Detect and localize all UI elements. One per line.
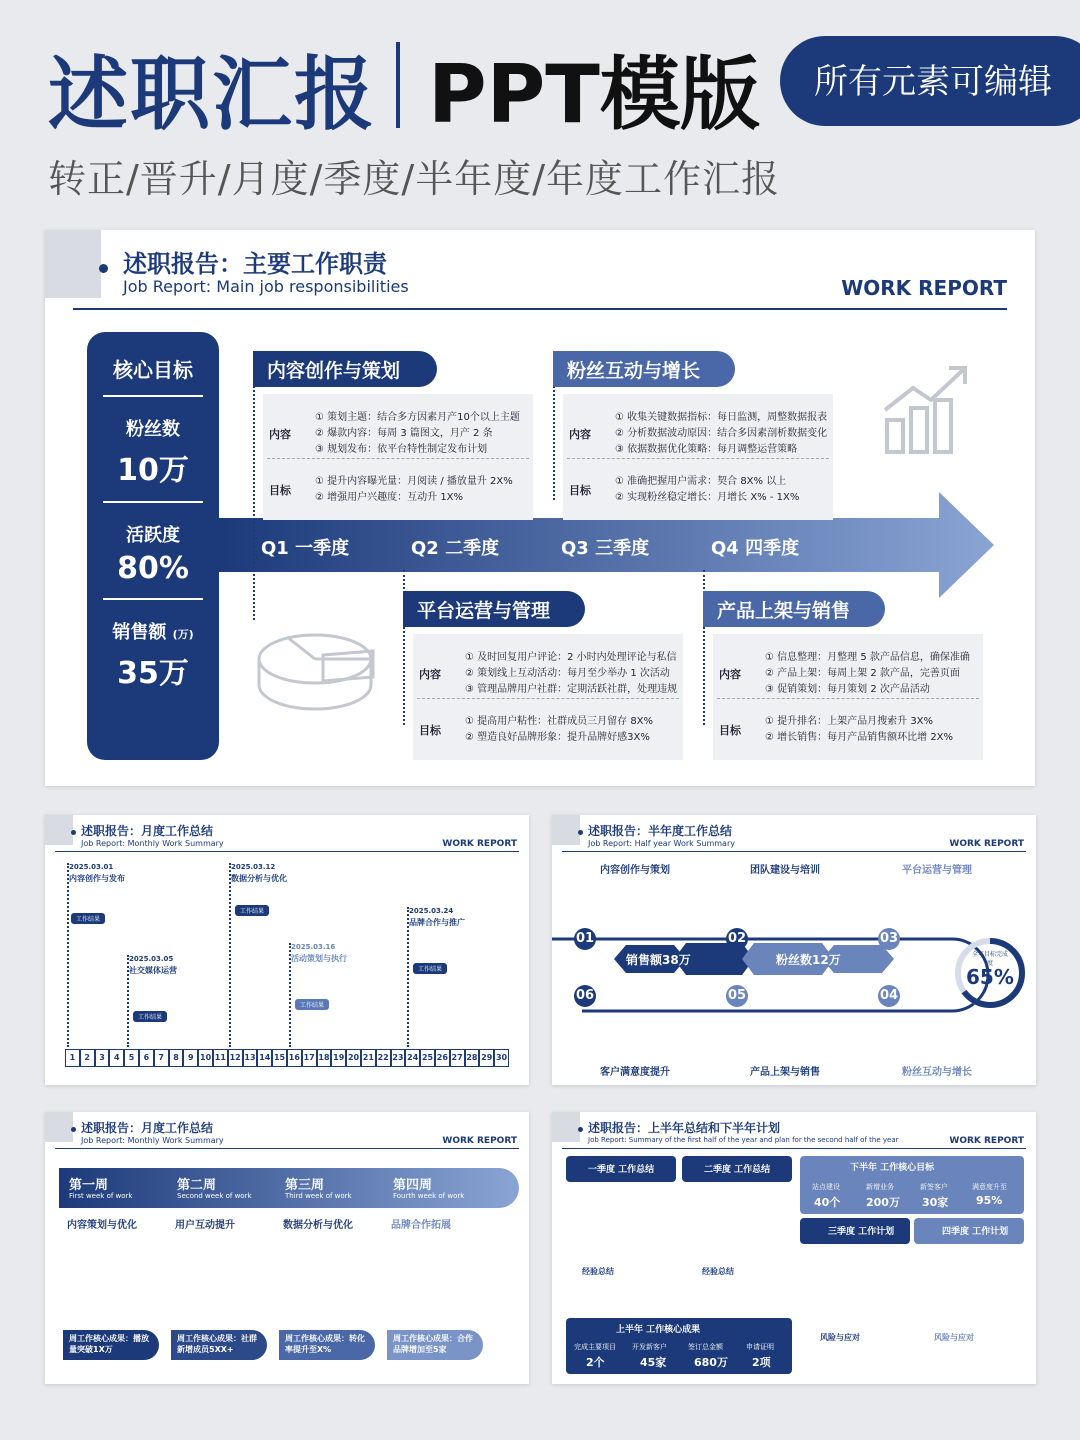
day-cell: 15 — [272, 1049, 287, 1067]
slide-title: 述职报告：月度工作总结 — [81, 1121, 214, 1135]
goal-label: 粉丝数 — [126, 419, 180, 440]
h2-goal-label: 满意度升至 — [972, 1183, 1007, 1191]
q4-header — [914, 1218, 1024, 1244]
title-dot — [71, 1127, 76, 1132]
ring-value: 65% — [966, 965, 1014, 989]
title-rule — [55, 1148, 519, 1149]
title-dot — [99, 264, 108, 273]
section-card — [263, 394, 533, 520]
slide-weekly-summary[interactable] — [45, 1112, 529, 1384]
result-chip: 工作结果 — [295, 999, 329, 1010]
day-cell: 24 — [405, 1049, 420, 1067]
week-result: 周工作核心成果：播放量突破1X万 — [63, 1330, 159, 1360]
content-line: ③ 规划发布：依平台特性制定发布计划 — [315, 444, 488, 455]
step-number: 02 — [726, 928, 748, 950]
q3-header — [800, 1218, 910, 1244]
card-divider — [267, 458, 529, 459]
goal-line: ① 提高用户粘性：社群成员三月留存 8X% — [465, 716, 654, 727]
result-chip: 工作结果 — [235, 905, 269, 916]
week-result: 周工作核心成果：合作品牌增加至5家 — [387, 1330, 483, 1360]
slide-subtitle: Job Report: Half year Work Summary — [588, 839, 735, 848]
day-cell: 7 — [154, 1049, 169, 1067]
day-cell: 10 — [198, 1049, 213, 1067]
q4-title: 四季度 工作计划 — [942, 1227, 1009, 1237]
event-title: 社交媒体运营 — [129, 966, 177, 975]
quarter-label: Q3 三季度 — [561, 538, 650, 559]
week-topic: 品牌合作拓展 — [391, 1220, 451, 1231]
h1-result-label: 开发新客户 — [632, 1343, 667, 1351]
slide-title: 述职报告：主要工作职责 — [123, 250, 387, 278]
day-cell: 30 — [494, 1049, 509, 1067]
core-divider — [103, 501, 203, 503]
section-card — [413, 634, 683, 760]
timeline-connector — [229, 863, 231, 1047]
core-divider — [103, 395, 203, 397]
goal-line: ② 增长销售：每月产品销售额环比增 2X% — [765, 732, 954, 743]
h2-goal-title: 下半年 工作核心目标 — [850, 1163, 935, 1173]
week-topic: 数据分析与优化 — [283, 1220, 353, 1231]
goal-line: ① 提升排名：上架产品月搜索升 3X% — [765, 716, 934, 727]
day-cell: 21 — [361, 1049, 376, 1067]
day-ruler — [65, 1049, 509, 1067]
h2-goal-value: 40个 — [814, 1196, 841, 1209]
h1-result-label: 签订总金额 — [688, 1343, 723, 1351]
week-result: 周工作核心成果：转化率提升至X% — [279, 1330, 375, 1360]
content-line: ② 策划线上互动活动：每月至少举办 1 次活动 — [465, 668, 670, 679]
event-date: 2025.03.16 — [291, 943, 336, 951]
h2-goal-value: 200万 — [866, 1196, 900, 1209]
slide-subtitle: Job Report: Monthly Work Summary — [81, 1136, 224, 1145]
kpi-fans: 粉丝数12万 — [776, 953, 841, 967]
content-line: ③ 依据数据优化策略：每月调整运营策略 — [615, 444, 798, 455]
step-number: 03 — [878, 928, 900, 950]
goal-key: 目标 — [569, 484, 591, 497]
event-date: 2025.03.01 — [69, 863, 114, 871]
h1-result-box — [566, 1318, 792, 1374]
title-accent-bar — [552, 1112, 580, 1142]
quarter-label: Q4 四季度 — [711, 538, 800, 559]
day-cell: 26 — [435, 1049, 450, 1067]
result-chip: 工作结果 — [71, 913, 105, 924]
banner-subtitle: 转正/晋升/月度/季度/半年度/年度工作汇报 — [48, 157, 781, 201]
work-report-label: WORK REPORT — [949, 1136, 1024, 1146]
day-cell: 25 — [420, 1049, 435, 1067]
section-card — [563, 394, 833, 520]
event-title: 品牌合作与推广 — [409, 918, 465, 927]
ring-label: 全年目标完成度 — [972, 951, 1009, 967]
day-cell: 13 — [243, 1049, 258, 1067]
event-date: 2025.03.05 — [129, 955, 174, 963]
experience-label: 经验总结 — [582, 1267, 614, 1276]
week-en: Third week of work — [285, 1192, 352, 1200]
work-report-label: WORK REPORT — [949, 839, 1024, 849]
goal-line: ② 实现粉丝稳定增长：月增长 X% - 1X% — [615, 492, 800, 503]
card-divider — [567, 458, 829, 459]
title-rule — [55, 851, 519, 852]
title-rule — [562, 1148, 1026, 1149]
week-label: 第一周 — [69, 1178, 109, 1193]
step-number: 01 — [574, 928, 596, 950]
event-title: 内容创作与发布 — [69, 874, 125, 883]
goal-value: 80% — [117, 551, 189, 586]
h2-goal-box — [800, 1156, 1024, 1214]
day-cell: 12 — [228, 1049, 243, 1067]
kpi-done-label: 完成度 — [624, 978, 645, 986]
goal-value: 10万 — [117, 453, 189, 488]
goal-line: ② 增强用户兴趣度：互动升 1X% — [315, 492, 464, 503]
result-chip: 工作结果 — [413, 963, 447, 974]
week-topic: 用户互动提升 — [175, 1220, 235, 1231]
goal-value: 35万 — [117, 656, 189, 691]
slide-monthly-summary[interactable] — [45, 815, 529, 1085]
content-key: 内容 — [569, 428, 591, 441]
kpi-done-value: 57% — [692, 977, 708, 985]
timeline-connector — [289, 943, 291, 1047]
day-cell: 16 — [287, 1049, 302, 1067]
core-goals-panel — [87, 332, 219, 760]
h1-result-value: 2个 — [586, 1356, 605, 1369]
day-cell: 29 — [479, 1049, 494, 1067]
quarter-label: Q1 一季度 — [261, 538, 350, 559]
content-line: ② 产品上架：每周上架 2 款产品，完善页面 — [765, 668, 960, 679]
event-date: 2025.03.24 — [409, 907, 454, 915]
h1-result-value: 2项 — [752, 1356, 771, 1369]
week-label: 第四周 — [393, 1178, 433, 1193]
section-card — [713, 634, 983, 760]
slide-half-year-plan[interactable] — [552, 1112, 1036, 1384]
pie-chart-icon — [253, 625, 388, 715]
title-dot — [71, 830, 76, 835]
card-divider — [417, 698, 679, 699]
day-cell: 20 — [346, 1049, 361, 1067]
kpi-sales: 销售额38万 — [626, 953, 691, 967]
topic-title: 客户满意度提升 — [600, 1067, 670, 1078]
topic-title: 粉丝互动与增长 — [902, 1067, 972, 1078]
slide-title: 述职报告：上半年总结和下半年计划 — [588, 1121, 781, 1135]
week-en: Fourth week of work — [393, 1192, 465, 1200]
day-cell: 14 — [257, 1049, 272, 1067]
section-tab: 产品上架与销售 — [703, 591, 885, 627]
kpi-done-label: 完成度 — [776, 978, 797, 986]
editable-badge: 所有元素可编辑 — [780, 36, 1080, 126]
content-line: ② 分析数据波动原因：结合多因素剖析数据变化 — [615, 428, 828, 439]
week-topic: 内容策划与优化 — [67, 1220, 137, 1231]
week-label: 第三周 — [285, 1178, 325, 1193]
core-divider — [103, 598, 203, 600]
h1-result-value: 680万 — [694, 1356, 728, 1369]
content-line: ① 信息整理：月整理 5 款产品信息，确保准确 — [765, 652, 970, 663]
content-line: ① 及时回复用户评论：2 小时内处理评论与私信 — [465, 652, 677, 663]
h1-result-label: 申请证明 — [746, 1343, 774, 1351]
h2-goal-label: 新签客户 — [920, 1183, 948, 1191]
result-chip: 工作结果 — [133, 1011, 167, 1022]
q1-header — [566, 1156, 676, 1182]
work-report-label: WORK REPORT — [442, 1136, 517, 1146]
timeline-connector — [407, 907, 409, 1047]
timeline-connector — [67, 863, 69, 1047]
day-cell: 9 — [183, 1049, 198, 1067]
work-report-label: WORK REPORT — [841, 276, 1007, 300]
h2-goal-label: 新增业务 — [866, 1183, 894, 1191]
h2-goal-value: 30家 — [922, 1196, 949, 1209]
banner-title-right: PPT模版 — [428, 48, 760, 141]
topic-title: 产品上架与销售 — [750, 1067, 820, 1078]
week-en: Second week of work — [177, 1192, 252, 1200]
day-cell: 22 — [376, 1049, 391, 1067]
goal-key: 目标 — [719, 724, 741, 737]
title-accent-bar — [552, 815, 580, 845]
h1-result-value: 45家 — [640, 1356, 667, 1369]
section-tab: 平台运营与管理 — [403, 591, 585, 627]
content-line: ① 策划主题：结合多方因素月产10个以上主题 — [315, 412, 520, 423]
quarter-label: Q2 二季度 — [411, 538, 500, 559]
slide-title: 述职报告：月度工作总结 — [81, 824, 214, 838]
day-cell: 27 — [450, 1049, 465, 1067]
goal-line: ① 提升内容曝光量：月阅读 / 播放量升 2X% — [315, 476, 513, 487]
goal-label: 活跃度 — [126, 525, 180, 546]
topic-title: 平台运营与管理 — [902, 865, 972, 876]
title-rule — [562, 851, 1026, 852]
week-result: 周工作核心成果：社群新增成员5XX+ — [171, 1330, 267, 1360]
day-cell: 17 — [302, 1049, 317, 1067]
h2-goal-value: 95% — [976, 1194, 1003, 1207]
day-cell: 8 — [169, 1049, 184, 1067]
section-tab: 内容创作与策划 — [253, 351, 437, 387]
day-cell: 28 — [465, 1049, 480, 1067]
work-report-label: WORK REPORT — [442, 839, 517, 849]
title-accent-bar — [45, 815, 73, 845]
slide-half-year-summary[interactable] — [552, 815, 1036, 1085]
title-rule — [73, 308, 1007, 310]
content-key: 内容 — [269, 428, 291, 441]
goal-line: ① 准确把握用户需求：契合 8X% 以上 — [615, 476, 787, 487]
day-cell: 3 — [95, 1049, 110, 1067]
day-cell: 11 — [213, 1049, 228, 1067]
content-line: ① 收集关键数据指标：每日监测，周整数据报表 — [615, 412, 828, 423]
section-tab: 粉丝互动与增长 — [553, 351, 735, 387]
content-line: ③ 促销策划：每月策划 2 次产品活动 — [765, 684, 930, 695]
goal-line: ② 塑造良好品牌形象：提升品牌好感3X% — [465, 732, 650, 743]
event-title: 数据分析与优化 — [231, 874, 287, 883]
day-cell: 19 — [331, 1049, 346, 1067]
event-title: 活动策划与执行 — [291, 954, 347, 963]
experience-label: 经验总结 — [702, 1267, 734, 1276]
week-label: 第二周 — [177, 1178, 217, 1193]
event-date: 2025.03.12 — [231, 863, 276, 871]
goal-label: 销售额 (万) — [112, 622, 194, 643]
day-cell: 2 — [80, 1049, 95, 1067]
step-number: 05 — [726, 985, 748, 1007]
content-key: 内容 — [419, 668, 441, 681]
connector-line — [253, 370, 255, 620]
goal-key: 目标 — [269, 484, 291, 497]
connector-line — [553, 370, 555, 500]
banner-divider — [396, 42, 400, 128]
title-dot — [578, 1127, 583, 1132]
title-accent-bar — [45, 230, 101, 298]
step-number: 04 — [878, 985, 900, 1007]
week-en: First week of work — [69, 1192, 133, 1200]
core-goals-title: 核心目标 — [113, 358, 193, 382]
day-cell: 18 — [317, 1049, 332, 1067]
content-line: ② 爆款内容：每周 3 篇图文，月产 2 条 — [315, 428, 493, 439]
timeline-connector — [127, 955, 129, 1047]
banner-title: 述职汇报 — [48, 48, 376, 141]
q1-title: 一季度 工作总结 — [588, 1165, 655, 1175]
day-cell: 4 — [109, 1049, 124, 1067]
step-number: 06 — [574, 985, 596, 1007]
card-divider — [717, 698, 979, 699]
topic-title: 内容创作与策划 — [600, 865, 670, 876]
content-line: ③ 管理品牌用户社群：定期活跃社群，处理违规 — [465, 684, 678, 695]
day-cell: 5 — [124, 1049, 139, 1067]
day-cell: 6 — [139, 1049, 154, 1067]
kpi-done-value: 60% — [844, 977, 860, 985]
h1-result-title: 上半年 工作核心成果 — [616, 1325, 701, 1335]
title-dot — [578, 830, 583, 835]
title-accent-bar — [45, 1112, 73, 1142]
slide-title: 述职报告：半年度工作总结 — [588, 824, 733, 838]
slide-main-responsibilities[interactable] — [45, 230, 1035, 786]
topic-title: 团队建设与培训 — [750, 865, 820, 876]
slide-subtitle: Job Report: Monthly Work Summary — [81, 839, 224, 848]
day-cell: 23 — [391, 1049, 406, 1067]
risk-label: 风险与应对 — [820, 1333, 860, 1342]
q2-title: 二季度 工作总结 — [704, 1165, 771, 1175]
q2-header — [682, 1156, 792, 1182]
day-cell: 1 — [65, 1049, 80, 1067]
q3-title: 三季度 工作计划 — [828, 1227, 895, 1237]
goal-key: 目标 — [419, 724, 441, 737]
slide-subtitle: Job Report: Summary of the first half of the year and plan for the second half of the year — [588, 1136, 899, 1144]
growth-chart-icon — [877, 360, 977, 460]
risk-label: 风险与应对 — [934, 1333, 974, 1342]
h2-goal-label: 站点建设 — [812, 1183, 840, 1191]
h1-result-label: 完成主要项目 — [574, 1343, 616, 1351]
slide-subtitle: Job Report: Main job responsibilities — [123, 277, 409, 296]
content-key: 内容 — [719, 668, 741, 681]
